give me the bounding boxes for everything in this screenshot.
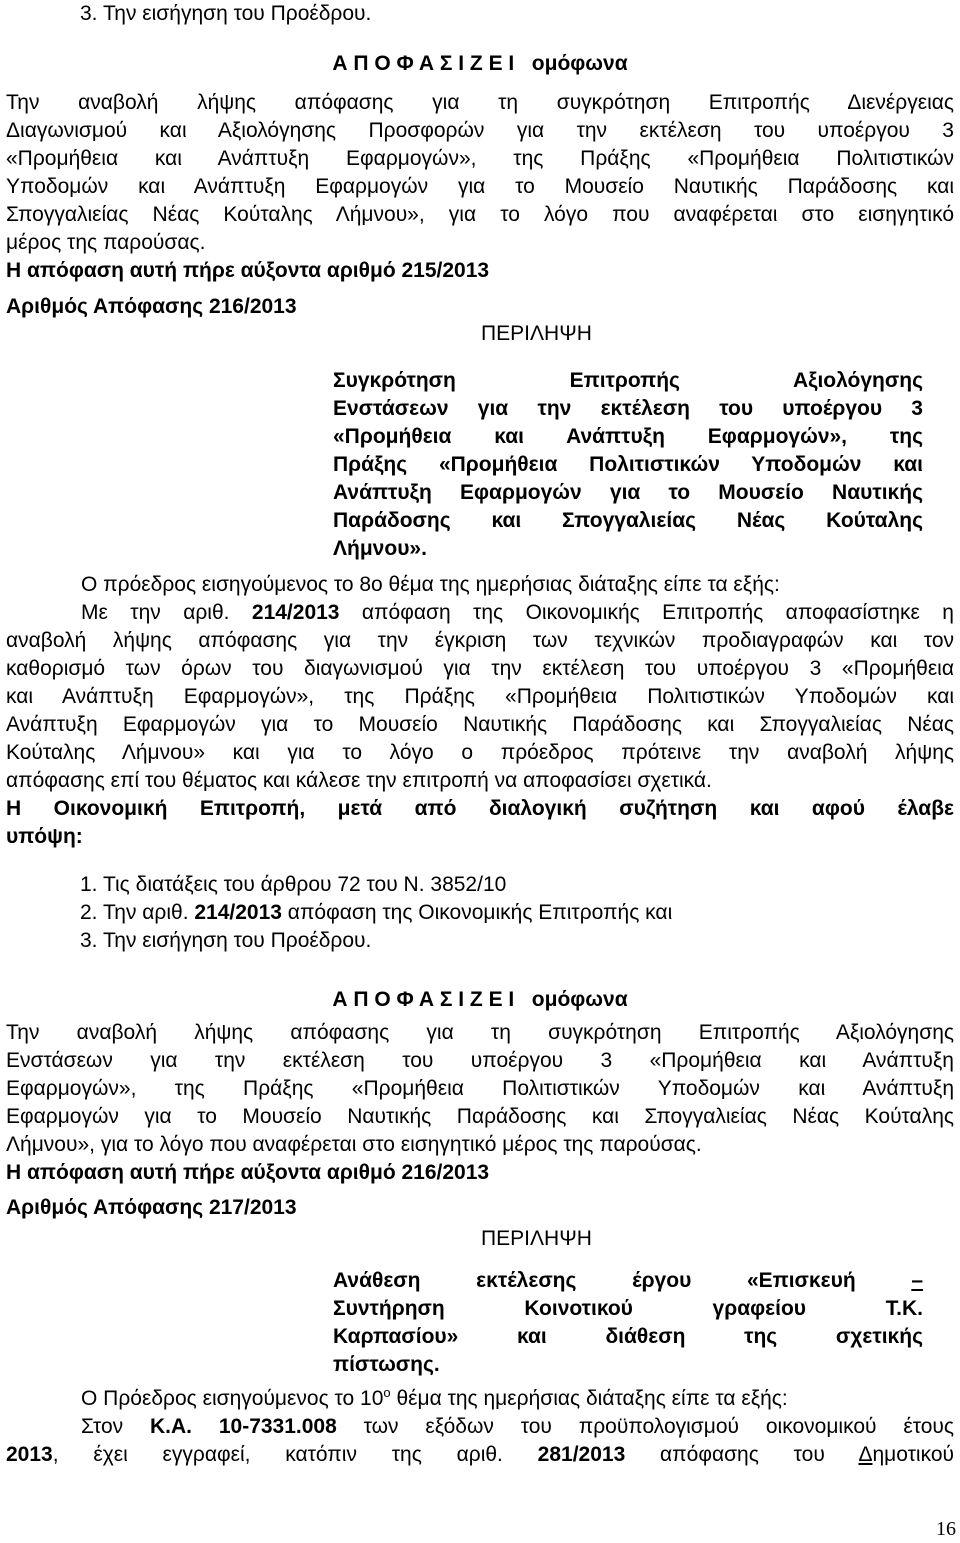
list-item-3: 3. Την εισήγηση του Προέδρου. [80,2,372,25]
list-item: 1. Τις διατάξεις του άρθρου 72 του Ν. 3852/10 [80,873,507,896]
decision-heading: Α Π Ο Φ Α Σ Ι Ζ Ε Ι ομόφωνα [332,988,628,1011]
page-number: 16 [936,1518,956,1540]
decision-number-line: Η απόφαση αυτή πήρε αύξοντα αριθμό 215/2013 [6,259,490,282]
decision-number-line: Η απόφαση αυτή πήρε αύξοντα αριθμό 216/2013 [6,1161,490,1184]
decision-number: Αριθμός Απόφασης 217/2013 [6,1196,297,1219]
decision-body: Την αναβολή λήψης απόφασης για τη συγκρότηση Επιτροπής Διενέργειας Διαγωνισμού και Αξιολόγησης Προσφορών για την εκτέλεση του υποέργου 3 «Προμήθεια και Ανάπτυξη Εφαρμογών», της Πράξης «Προμήθεια Πολιτιστικών Υποδομών και Ανάπτυξη Εφαρμογών για το Μουσείο Ναυτικής Παράδοσης και Σπογγαλιείας Νέας Κούταλης Λήμνου», για το λόγο που αναφέρεται στο εισηγητικό μέρος της παρούσας. Η απόφαση αυτή πήρε αύξοντα αριθμό 215/2013 [6,89,954,285]
summary-block: Συγκρότηση Επιτροπής Αξιολόγησης Ενστάσεων για την εκτέλεση του υποέργου 3 «Προμήθεια και Ανάπτυξη Εφαρμογών», της Πράξης «Προμήθεια Πολιτιστικών Υποδομών και Ανάπτυξη Εφαρμογών για το Μουσείο Ναυτικής Παράδοσης και Σπογγαλιείας Νέας Κούταλης Λήμνου». [333,369,923,560]
list-item: 3. Την εισήγηση του Προέδρου. [80,929,372,952]
decision-body: Την αναβολή λήψης απόφασης για τη συγκρότηση Επιτροπής Αξιολόγησης Ενστάσεων για την εκτέλεση του υποέργου 3 «Προμήθεια και Ανάπτυξη Εφαρμογών», της Πράξης «Προμήθεια Πολιτιστικών Υποδομών και Ανάπτυξη Εφαρμογών για το Μουσείο Ναυτικής Παράδοσης και Σπογγαλιείας Νέας Κούταλης Λήμνου», για το λόγο που αναφέρεται στο εισηγητικό μέρος της παρούσας. Η απόφαση αυτή πήρε αύξοντα αριθμό 216/2013 [6,1019,954,1187]
list-item: 2. Την αριθ. 214/2013 απόφαση της Οικονομικής Επιτροπής και [80,901,673,924]
committee-line: Η Οικονομική Επιτροπή, μετά από διαλογική συζήτηση και αφού έλαβε [6,797,954,820]
report-paragraph: Ο Πρόεδρος εισηγούμενος το $10^o$ θέμα της ημερήσιας διάταξης είπε τα εξής: Στον Κ.Α. 10-7331.008 των εξόδων του προϋπολογισμού οικονομικού έτους 2013, έχει εγγραφεί, κατόπιν της αριθ. 281/2013 απόφασης του Δημοτικού [6,1385,954,1466]
decision-heading: Α Π Ο Φ Α Σ Ι Ζ Ε Ι ομόφωνα [332,52,628,75]
summary-heading: ΠΕΡΙΛΗΨΗ [481,1227,592,1250]
decision-number: Αριθμός Απόφασης 216/2013 [6,295,297,318]
report-paragraph: Ο πρόεδρος εισηγούμενος το 8ο θέμα της ημερήσιας διάταξης είπε τα εξής: Με την αριθ. 214/2013 απόφαση της Οικονομικής Επιτροπής αποφασίστηκε η αναβολή λήψης απόφασης για την έγκριση των τεχνικών προδιαγραφών και τον καθορισμό των όρων του διαγωνισμού για την εκτέλεση του υποέργου 3 «Προμήθεια και Ανάπτυξη Εφαρμογών», της Πράξης «Προμήθεια Πολιτιστικών Υποδομών και Ανάπτυξη Εφαρμογών για το Μουσείο Ναυτικής Παράδοσης και Σπογγαλιείας Νέας Κούταλης Λήμνου» και για το λόγο ο πρόεδρος πρότεινε την αναβολή λήψης απόφασης επί του θέματος και κάλεσε την επιτροπή να αποφασίσει σχετικά. Η Οικονομική Επιτροπή, μετά από διαλογική συζήτηση και αφού έλαβε υπόψη: [6,573,954,848]
considerations-list [80,871,672,955]
summary-block: Ανάθεση εκτέλεσης έργου «Επισκευή – Συντήρηση Κοινοτικού γραφείου Τ.Κ. Καρπασίου» και διάθεση της σχετικής πίστωσης. [333,1269,923,1376]
summary-heading: ΠΕΡΙΛΗΨΗ [481,322,592,345]
